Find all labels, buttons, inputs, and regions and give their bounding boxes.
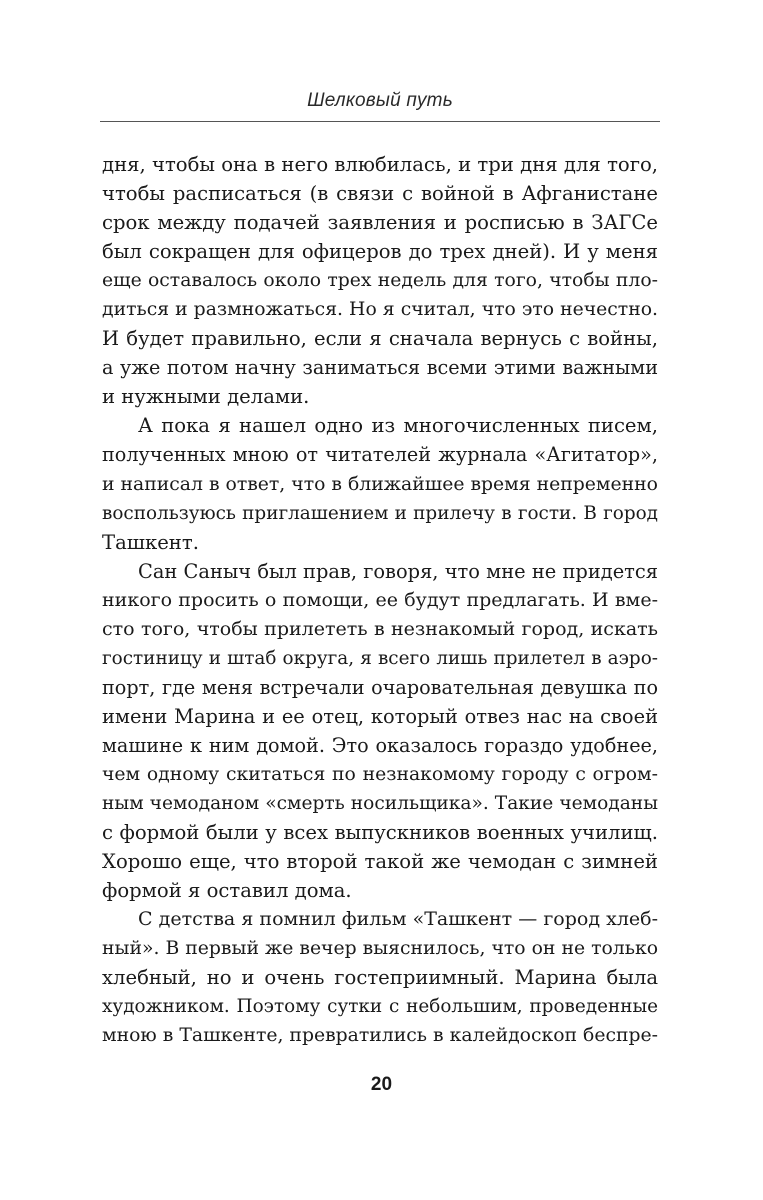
text-line: никого просить о помощи, ее будут предлагать. И вме- [102, 588, 658, 611]
text-line: мною в Ташкенте, превратились в калейдоскоп беспре- [102, 1025, 658, 1047]
text-line: А пока я нашел одно из многочисленных писем, [138, 414, 658, 438]
text-line: Сан Саныч был прав, говоря, что мне не придется [138, 559, 658, 583]
text-line: ным чемоданом «смерть носильщика». Такие чемоданы [102, 793, 658, 815]
text-line: воспользуюсь приглашением и прилечу в гости. В город [102, 502, 658, 524]
text-line: хлебный, но и очень гостеприимный. Марина была [102, 966, 658, 990]
text-line: срок между подачей заявления и росписью в ЗАГСе [102, 211, 658, 235]
text-line: а уже потом начну заниматься всеми этими важными [102, 356, 658, 380]
text-line: дня, чтобы она в него влюбилась, и три дня для того, [102, 153, 658, 176]
text-line: еще оставалось около трех недель для того, чтобы пло- [102, 270, 658, 292]
text-line: гостиницу и штаб округа, я всего лишь прилетел в аэро- [102, 647, 658, 669]
text-line: формой я оставил дома. [102, 879, 352, 903]
text-line: машине к ним домой. Это оказалось гораздо удобнее, [102, 733, 658, 757]
text-line: диться и размножаться. Но я считал, что это нечестно. [102, 299, 658, 321]
text-line: имени Марина и ее отец, который отвез нас на своей [102, 704, 658, 728]
text-line: С детства я помнил фильм «Ташкент — город хлеб- [138, 908, 658, 931]
text-line: порт, где меня встречали очаровательная девушка по [102, 675, 658, 699]
text-line: ный». В первый же вечер выяснилось, что он не только [102, 938, 658, 960]
text-line: был сокращен для офицеров до трех дней). И у меня [102, 240, 658, 264]
text-line: сто того, чтобы прилететь в незнакомый город, искать [102, 617, 658, 640]
text-line: полученных мною от читателей журнала «Агитатор», [102, 443, 658, 467]
text-line: Хорошо еще, что второй такой же чемодан с зимней [102, 850, 658, 874]
text-line: Ташкент. [102, 530, 199, 554]
text-line: чтобы расписаться (в связи с войной в Афганистане [102, 182, 658, 206]
text-line: И будет правильно, если я сначала вернусь с войны, [102, 327, 658, 351]
running-head: Шелковый путь [307, 90, 453, 111]
page-number: 20 [370, 1074, 393, 1095]
body-text [102, 150, 658, 1050]
text-line: и нужными делами. [102, 385, 310, 409]
text-line: художником. Поэтому сутки с небольшим, проведенные [102, 996, 658, 1018]
text-line: и написал в ответ, что в ближайшее время непременно [102, 473, 658, 495]
text-line: с формой были у всех выпускников военных училищ. [102, 821, 658, 845]
header-rule [100, 121, 660, 122]
text-line: чем одному скитаться по незнакомому городу с огром- [102, 763, 658, 785]
